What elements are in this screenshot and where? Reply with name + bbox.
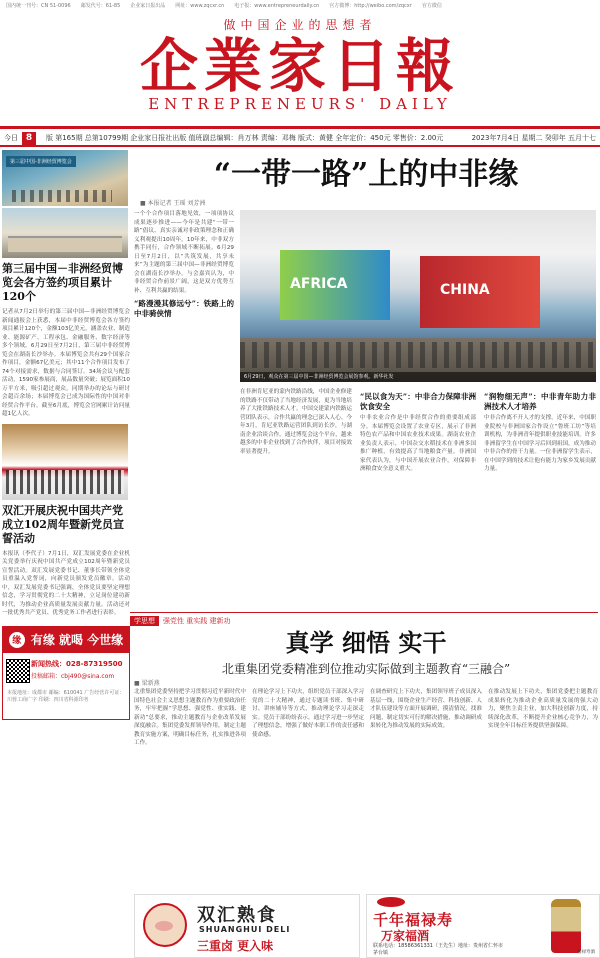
lead-column-2-text: 在非洲肯尼亚的蒙内铁路沿线，中国企业修建的铁路不仅带动了当地经济发展，更为当地培养了大批铁路技术人才。中国交建蒙内铁路运营团队表示，合作共赢的理念已深入人心。今年3月，肯尼亚铁路运营团队到访长沙，与湖南企业洽谈合作。通过博览会这个平台，越来越多的中非企业找到了合作伙伴，项目对接效率显著提升。 [240, 389, 352, 455]
left-photo-stage [2, 208, 128, 258]
lead-column-4-text: 中非合作离不开人才的支撑。近年来，中国职业院校与非洲国家合作设立“鲁班工坊”等培训机构，为非洲青年提供职业技能培训。许多非洲留学生在中国学习后回到祖国，成为推动中非合作的骨干力量。一位非洲留学生表示，在中国学到的技术让他有能力为家乡发展贡献力量。 [484, 415, 596, 472]
page-number-badge: 8 [22, 132, 36, 145]
masthead-slogan: 做中国企业的思想者 [223, 18, 377, 32]
bottle-name: 福禄寿酒 [577, 950, 595, 955]
left-article-title: 第三届中国－非洲经贸博览会各方签约项目累计120个 [2, 262, 123, 303]
ad2-title: 千年福禄寿 [373, 911, 454, 929]
china-booth [420, 256, 540, 328]
ad1-brand-en: SHUANGHUI DELI [199, 925, 291, 934]
liquor-advertisement[interactable] [366, 894, 600, 958]
brand-seal-icon [377, 897, 405, 907]
lead-column-3-text: 中非农业合作是中非经贸合作的重要组成部分。本届博览会设置了农业专区，展示了非洲特色农产品和中国农业技术成果。湖南农业企业负责人表示，中国杂交水稻技术在非洲多国推广种植，有效提高了当地粮食产量。非洲国家代表认为，与中国开展农业合作，对保障非洲粮食安全意义重大。 [360, 415, 476, 472]
main-area [134, 150, 598, 956]
info-bar [0, 131, 600, 147]
left-photo-tag: 第三届中国-非洲经贸博览会 [6, 156, 76, 167]
masthead-divider [0, 126, 600, 129]
news-hotline: 新闻热线：028-87319500 [31, 659, 123, 668]
qr-code-icon[interactable] [6, 659, 30, 683]
section2-headline: 真学 细悟 实干 [285, 628, 447, 657]
issue-date: 2023年7月4日 星期二 癸卯年 五月十七 [471, 134, 596, 142]
top-info-item[interactable]: 官方微博：http://weibo.com/zqcxr [329, 3, 412, 9]
left-photo-ceremony [2, 424, 128, 500]
lead-byline: ■ 本报记者 王瑶 刘芳洲 [140, 200, 206, 207]
lead-column-1 [134, 210, 234, 385]
masthead-title-en: ENTREPRENEURS' DAILY [148, 95, 452, 113]
lead-column-3 [360, 388, 476, 608]
tagline-text: 强党性 重实践 建新功 [163, 617, 231, 625]
africa-booth [280, 250, 390, 320]
section2-subhead: 北重集团党委精准到位推动实际做到主题教育“三融合” [221, 662, 511, 676]
section-tagline [130, 616, 598, 626]
ad1-brand-cn: 双汇熟食 [197, 905, 277, 926]
ceremony-rows-shape [6, 470, 124, 494]
visitors-shape [240, 342, 596, 368]
lead-column-1-text: 一个个合作项目落地见效，一项项协议成果逐步推进——今年是共建“一带一路”倡议、真实亲诚对非政策理念和正确义利观提出10周年。10年来，中非双方携手同行，合作领域不断拓展。6月29日至7月2日，以“共筑发展，共享未来”为主题的第三届中国—非洲经贸博览会在湖南长沙举办。与会嘉宾认为，中非经贸合作前景广阔，这是双方优势互补、互利共赢的结果。 [134, 211, 234, 294]
ad-brand-text: 有缘 就喝 今世缘 [30, 633, 124, 647]
ad2-contact: 联系电话：18586361331（王先生）地址：贵州省仁怀市茅台镇 [373, 943, 503, 956]
liquor-bottle-icon [551, 899, 581, 953]
brand-logo-icon: 缘 [9, 632, 25, 648]
lead-headline: “一带一路”上的中非缘 [213, 157, 519, 192]
stage-shape [8, 236, 122, 252]
masthead-title: 企業家日報 [139, 32, 460, 100]
left-article-body: 记者从7月2日举行的第三届中国—非洲经贸博览会新闻通报会上获悉，本届中非经贸博览会各方签约项目累计120个，金额103亿美元，涵盖农业、制造业、能源矿产、工程承包、金融服务、数字经济等多个领域。6月29日至7月2日，第三届中非经贸博览会在湖南长沙举办。本届博览会共有29个国家合作项目，金额67亿美元；其中11个合作项目发布了74个对接需求，数据与合同签订。34场会议与配套活动，1590家参展商，展品数量突破；展览面积10万平方米，吸引超过观众，同期举办的论坛与研讨会超百余场；本届博览会已成为国际性的中国对非经贸合作平台。截至6月底，博览会官网累计访问量超1亿人次。 [2, 309, 130, 417]
top-info-item: 企业家日报出品 [130, 3, 166, 9]
top-info-item: 官方微信 [421, 3, 442, 9]
booth-label: AFRICA [290, 276, 348, 292]
lead-column-2 [240, 388, 352, 608]
tagline-badge: 学思想 [130, 616, 159, 626]
crowd-shape [12, 190, 112, 202]
lead-column-4 [484, 388, 596, 608]
top-info-line [0, 0, 600, 10]
section-divider [130, 612, 598, 613]
top-info-item[interactable]: 电子报：www.entrepreneurdaily.cn [234, 3, 320, 9]
ad-brand-band [3, 627, 129, 653]
section2-column-1: 北重集团党委坚持把学习贯彻习近平新时代中国特色社会主义思想主题教育作为重要政治任务，牢牢把握“学思想、强党性、重实践、建新功”总要求，推动主题教育与企业改革发展深度融合。集团党委发挥领导作用，制定主题教育实施方案，明确目标任务，扎实推进各项工作。 [134, 689, 246, 746]
section2-column-2: 在理论学习上下功夫，组织党员干部深入学习党的二十大精神，通过专题读书班、集中研讨、讲座辅导等方式，推动理论学习走深走实。党员干部纷纷表示，通过学习进一步坚定了理想信念，增强了做好本职工作的责任感和使命感。 [252, 689, 364, 738]
today-label: 今日 [4, 134, 18, 142]
left-article2-body: 本报讯（李代子）7月1日，双汇发展党委在企业机关党委举行庆祝中国共产党成立102周年暨新党员宣誓活动。双汇发展党委书记、董事长带领全体党员重温入党誓词，向新党员颁发党员徽章。活动中，双汇发展党委书记强调，全体党员要坚定理想信念，学习贯彻党的二十大精神，立足岗位建功新时代，为推动企业高质量发展贡献力量。活动还对一批优秀共产党员、优秀党务工作者进行表彰。 [2, 550, 130, 616]
lead-subhead-3: “润物细无声”：中非青年助力非洲技术人才培养 [484, 392, 596, 411]
shuanghui-advertisement[interactable] [134, 894, 360, 958]
left-advertisement[interactable] [2, 626, 130, 720]
section2-byline: ■ 梁新燕 [134, 680, 160, 687]
publisher-info: 本报地址：成都市 邮编：610041 广告经营许可证：川蓉工商广字 印刷：四川省科源印务 [7, 689, 125, 703]
photo-caption: 6月29日，观众在第三届中国—非洲经贸博览会展馆参观。新华社发 [240, 372, 596, 382]
left-article2-title: 双汇开展庆祝中国共产党成立102周年暨新党员宣誓活动 [2, 503, 124, 545]
ad1-slogan: 三重卤 更入味 [197, 939, 274, 953]
submission-email[interactable]: 投稿邮箱：cbj490@sina.com [31, 672, 115, 680]
lead-photo-expo-hall [240, 210, 596, 382]
left-column [2, 150, 130, 950]
masthead [0, 10, 600, 126]
lead-subhead-1: “路漫漫其修远兮”：铁路上的中非骑侠情 [134, 299, 234, 318]
booth-label: CHINA [440, 282, 490, 298]
pig-logo-icon [143, 903, 187, 947]
top-info-item[interactable]: 网址：www.zqcxr.cn [175, 3, 225, 9]
section2-column-4: 在推动发展上下功夫，集团党委把主题教育成果转化为推动企业高质量发展的强大动力，聚焦主责主业，加大科技创新力度，持续深化改革，不断提升企业核心竞争力，为实现全年目标任务提供坚强保障。 [488, 689, 598, 729]
issue-meta: 版 第165期 总第10799期 企业家日报社出版 值班副总编辑：肖万林 责编：邓梅 版式：黄健 全年定价：450元 零售价：2.00元 [46, 134, 444, 142]
top-info-item: 国内统一刊号：CN 51-0096 [6, 3, 71, 9]
ad2-subtitle: 万家福酒 [381, 929, 430, 943]
top-info-item: 邮发代号：61-85 [80, 3, 121, 9]
left-photo-expo [2, 150, 128, 206]
lead-subhead-2: “民以食为天”：中非合力保障非洲饮食安全 [360, 392, 476, 411]
section2-column-3: 在调查研究上下功夫，集团领导班子成员深入基层一线，围绕企业生产经营、科技创新、人才队伍建设等方面开展调研，摸清情况，找准问题，制定切实可行的解决措施，推动调研成果转化为推动发展的实际成效。 [370, 689, 482, 729]
